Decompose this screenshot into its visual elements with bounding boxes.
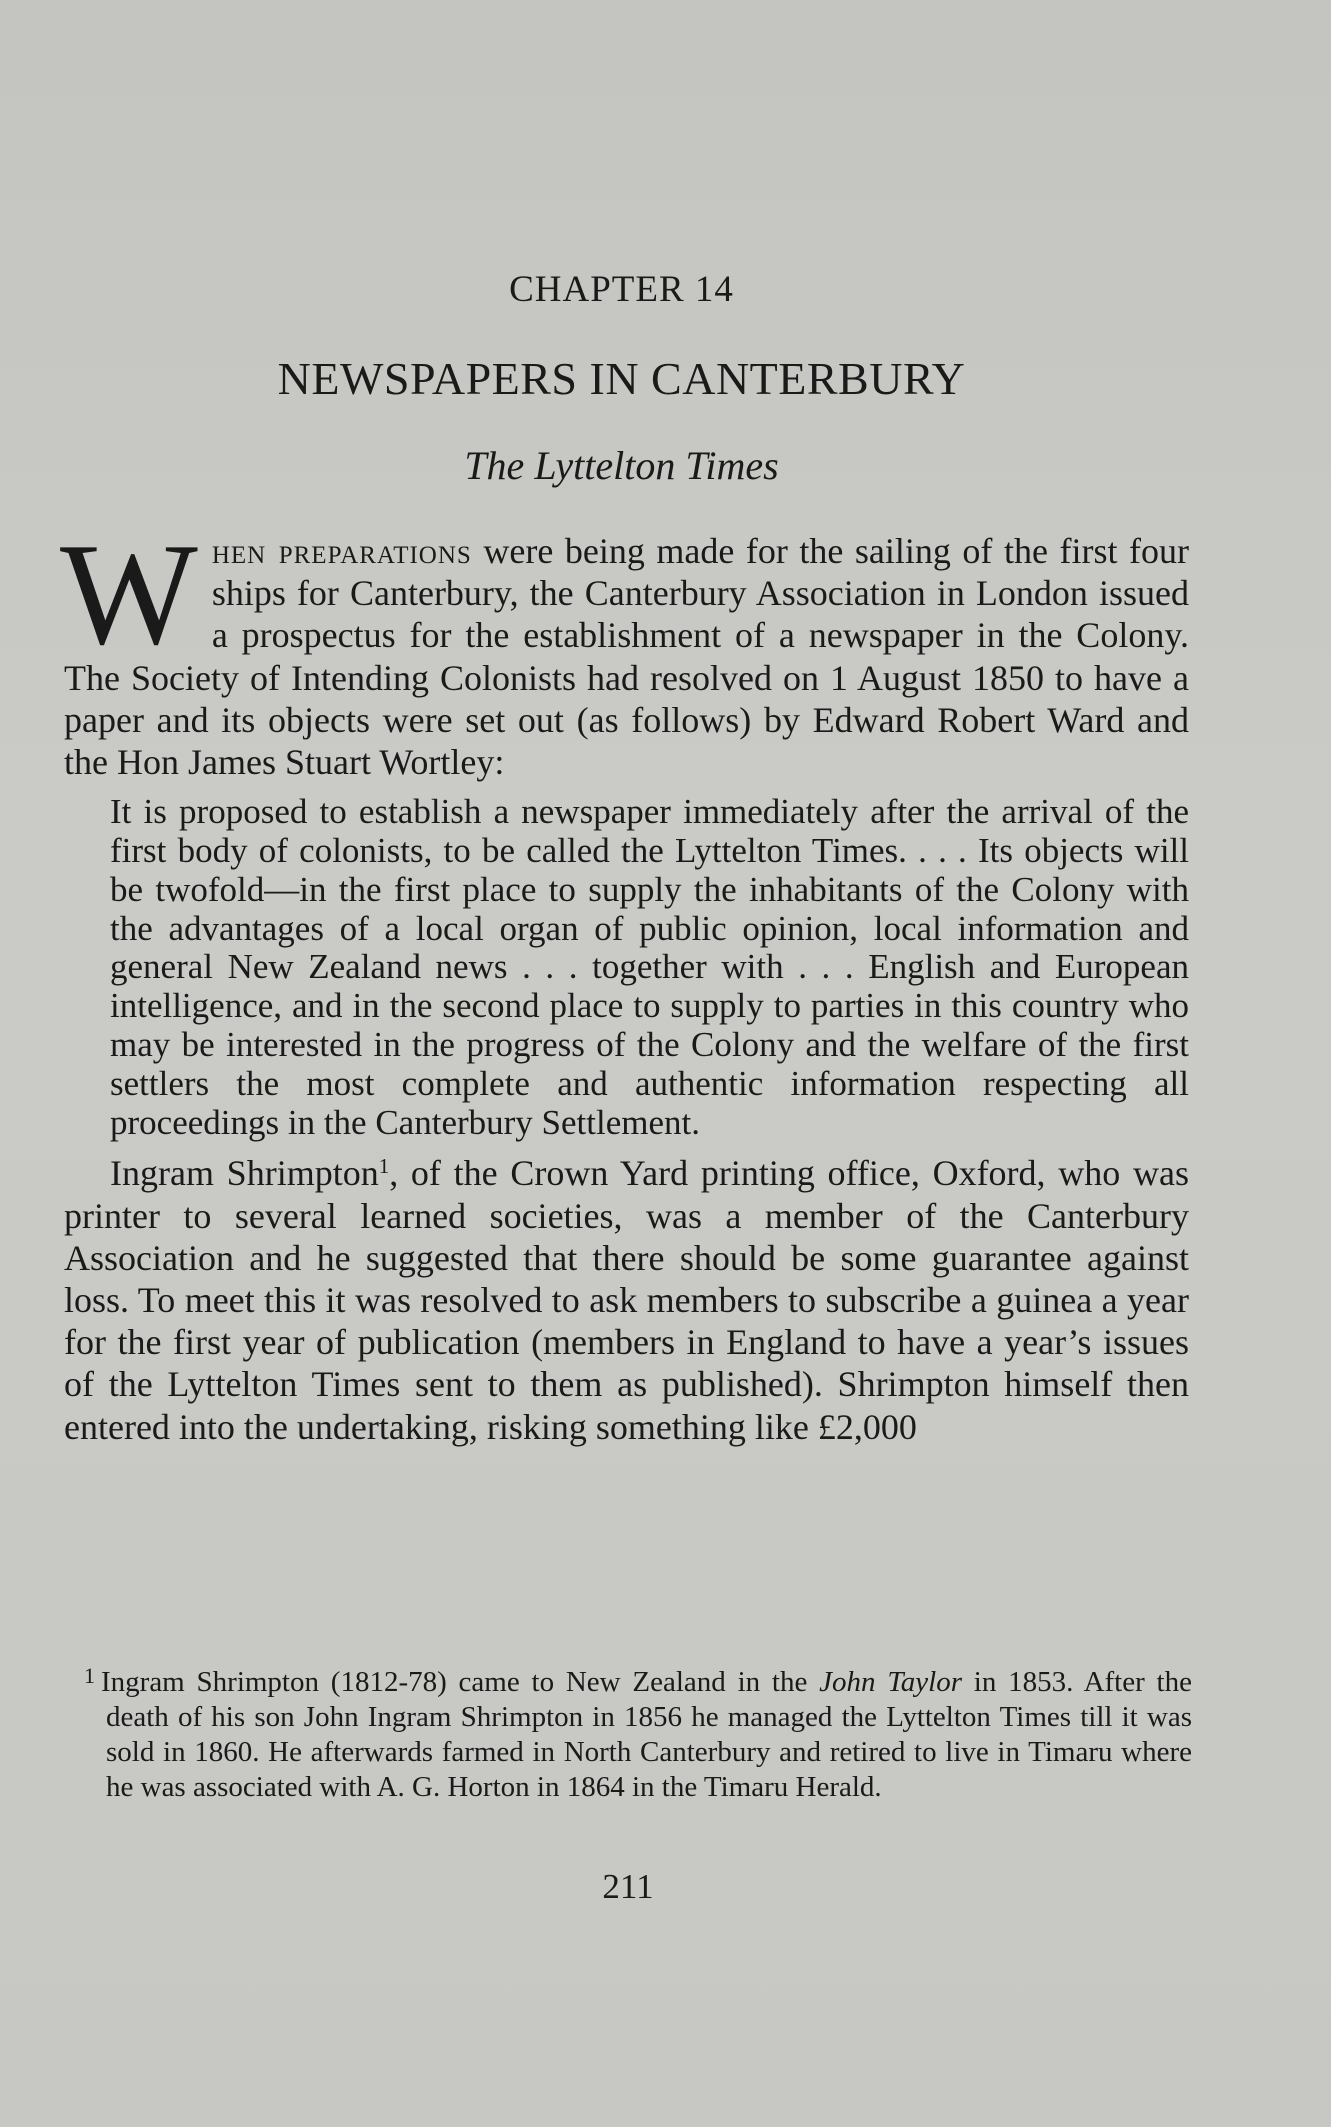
footnote-reference: 1: [378, 1154, 390, 1179]
chapter-subtitle: The Lyttelton Times: [464, 443, 779, 488]
opening-paragraph-text: were being made for the sailing of the first four ships for Canterbury, the Canterbury Association in London issued a prospectus for the establishment of a newspaper in the Colony. The Society of Intending Colonists had resolved on 1 August 1850 to have a paper and its objects were set out (as follows) by Edward Robert Ward and the Hon James Stuart Wortley:: [64, 531, 1189, 783]
footnote: [84, 1658, 1192, 1805]
footnote-text-before: Ingram Shrimpton (1812-78) came to New Zealand in the: [101, 1666, 820, 1698]
opening-paragraph: [60, 513, 1189, 783]
page-number: 211: [602, 1867, 654, 1906]
body-text: [60, 513, 1189, 1448]
book-page: [60, 0, 1192, 2127]
opening-smallcaps: hen preparations: [211, 531, 472, 571]
second-paragraph-start: Ingram Shrimpton: [110, 1153, 379, 1194]
footnote-ship-name: John Taylor: [819, 1666, 962, 1698]
chapter-number: CHAPTER 14: [509, 269, 734, 310]
footnote-mark: 1: [84, 1663, 95, 1688]
footnote-text-after: in 1853. After the death of his son John Ingram Shrimpton in 1856 he managed the Lyttelton Times till it was sold in 1860. He afterwards farmed in North Canterbury and retired to live in Timaru where he was associated with A. G. Horton in 1864 in the Timaru Herald.: [106, 1666, 1192, 1803]
footnote-paragraph: [84, 1658, 1192, 1805]
drop-cap: W: [60, 513, 198, 675]
chapter-title: NEWSPAPERS IN CANTERBURY: [277, 353, 966, 404]
second-paragraph-text: , of the Crown Yard printing office, Oxford, who was printer to several learned societies, was a member of the Canterbury Association and he suggested that there should be some guarantee against loss. To meet this it was resolved to ask members to subscribe a guinea a year for the first year of publication (members in England to have a year’s issues of the Lyttelton Times sent to them as published). Shrimpton himself then entered into the undertaking, risking something like £2,000: [64, 1153, 1189, 1447]
prospectus-quote: It is proposed to establish a newspaper immediately after the arrival of the first body of colonists, to be called the Lyttelton Times. . . . Its objects will be twofold—in the first place to supply the inhabitants of the Colony with the advantages of a local organ of public opinion, local information and general New Zealand news . . . together with . . . English and European intelligence, and in the second place to supply to parties in this country who may be interested in the progress of the Colony and the welfare of the first settlers the most complete and authentic information respecting all proceedings in the Canterbury Settlement.: [110, 792, 1189, 1142]
second-paragraph: [64, 1152, 1189, 1447]
